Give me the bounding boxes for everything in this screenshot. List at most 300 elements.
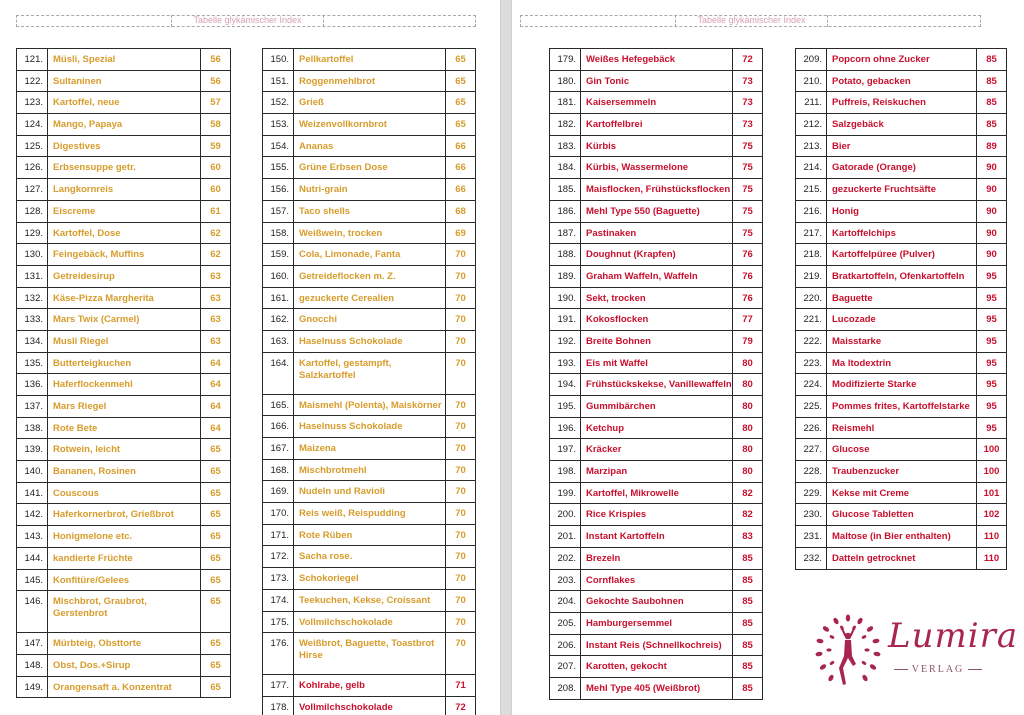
row-number: 139.	[17, 439, 48, 461]
table-row	[263, 438, 476, 460]
gi-value: 65	[201, 439, 231, 461]
row-number: 187.	[550, 222, 581, 244]
food-name: Glucose	[827, 439, 977, 461]
gi-value: 75	[733, 135, 763, 157]
row-number: 156.	[263, 179, 294, 201]
table-row	[796, 417, 1007, 439]
food-name: Kartoffel, Dose	[48, 222, 201, 244]
row-number: 201.	[550, 526, 581, 548]
table-row	[263, 524, 476, 546]
gi-value: 63	[201, 265, 231, 287]
food-name: Kartoffelchips	[827, 222, 977, 244]
gi-value: 64	[201, 374, 231, 396]
row-number: 127.	[17, 179, 48, 201]
food-name: Weißes Hefegebäck	[581, 49, 733, 71]
row-number: 180.	[550, 70, 581, 92]
row-number: 157.	[263, 200, 294, 222]
row-number: 153.	[263, 114, 294, 136]
table-row	[796, 179, 1007, 201]
gi-value: 77	[733, 309, 763, 331]
gi-value: 66	[446, 179, 476, 201]
row-number: 171.	[263, 524, 294, 546]
gi-value: 58	[201, 114, 231, 136]
row-number: 136.	[17, 374, 48, 396]
food-name: Gnocchi	[294, 309, 446, 331]
table-row	[550, 396, 763, 418]
row-number: 213.	[796, 135, 827, 157]
food-name: Breite Bohnen	[581, 330, 733, 352]
food-name: gezuckerte Cerealien	[294, 287, 446, 309]
table-row	[17, 309, 231, 331]
row-number: 172.	[263, 546, 294, 568]
table-row	[17, 547, 231, 569]
gi-value: 70	[446, 309, 476, 331]
table-row	[263, 157, 476, 179]
food-name: Rote Rüben	[294, 524, 446, 546]
gi-value: 62	[201, 244, 231, 266]
gi-value: 65	[201, 547, 231, 569]
gi-value: 70	[446, 438, 476, 460]
gi-value: 85	[733, 612, 763, 634]
table-row	[263, 135, 476, 157]
gi-value: 80	[733, 417, 763, 439]
table-row	[263, 416, 476, 438]
gi-value: 70	[446, 546, 476, 568]
table-row	[263, 481, 476, 503]
gi-value: 65	[201, 654, 231, 676]
row-number: 218.	[796, 244, 827, 266]
food-name: Salzgebäck	[827, 114, 977, 136]
table-row	[263, 244, 476, 266]
gi-value: 66	[446, 135, 476, 157]
gi-value: 75	[733, 200, 763, 222]
gi-value: 85	[977, 70, 1007, 92]
gi-value: 63	[201, 287, 231, 309]
gi-value: 70	[446, 633, 476, 675]
table-row	[17, 439, 231, 461]
food-name: Eiscreme	[48, 200, 201, 222]
food-name: Pellkartoffel	[294, 49, 446, 71]
food-name: Grieß	[294, 92, 446, 114]
row-number: 226.	[796, 417, 827, 439]
gi-value: 85	[977, 114, 1007, 136]
food-name: Doughnut (Krapfen)	[581, 244, 733, 266]
gi-value: 90	[977, 200, 1007, 222]
gi-value: 95	[977, 287, 1007, 309]
food-name: Rote Bete	[48, 417, 201, 439]
row-number: 174.	[263, 589, 294, 611]
gi-value: 110	[977, 547, 1007, 569]
food-name: Weizenvollkornbrot	[294, 114, 446, 136]
table-row	[550, 265, 763, 287]
row-number: 193.	[550, 352, 581, 374]
gi-value: 62	[201, 222, 231, 244]
table-row	[263, 49, 476, 71]
food-name: Kekse mit Creme	[827, 482, 977, 504]
table-row	[796, 547, 1007, 569]
gi-value: 76	[733, 287, 763, 309]
food-name: Gekochte Saubohnen	[581, 591, 733, 613]
row-number: 150.	[263, 49, 294, 71]
table-row	[550, 287, 763, 309]
food-name: Reismehl	[827, 417, 977, 439]
food-name: Marzipan	[581, 461, 733, 483]
row-number: 137.	[17, 396, 48, 418]
food-name: Kartoffelbrei	[581, 114, 733, 136]
header-title: Tabelle glykämischer Index	[171, 15, 324, 27]
food-name: Hamburgersemmel	[581, 612, 733, 634]
table-row	[796, 374, 1007, 396]
table-row	[263, 179, 476, 201]
gi-value: 70	[446, 459, 476, 481]
food-name: Kartoffel, neue	[48, 92, 201, 114]
gi-value: 70	[446, 524, 476, 546]
food-name: Maizena	[294, 438, 446, 460]
food-name: gezuckerte Fruchtsäfte	[827, 179, 977, 201]
table-row	[263, 92, 476, 114]
table-row	[796, 244, 1007, 266]
table-row	[17, 92, 231, 114]
table-row	[263, 546, 476, 568]
row-number: 166.	[263, 416, 294, 438]
table-row	[17, 569, 231, 591]
row-number: 192.	[550, 330, 581, 352]
food-name: Mehl Type 405 (Weißbrot)	[581, 677, 733, 699]
food-name: Couscous	[48, 482, 201, 504]
gi-value: 70	[446, 503, 476, 525]
gi-value: 95	[977, 352, 1007, 374]
row-number: 200.	[550, 504, 581, 526]
row-number: 123.	[17, 92, 48, 114]
row-number: 197.	[550, 439, 581, 461]
food-name: Mischbrot, Graubrot, Gerstenbrot	[48, 591, 201, 633]
table-row	[263, 568, 476, 590]
gi-value: 73	[733, 70, 763, 92]
table-row	[550, 49, 763, 71]
table-row	[550, 244, 763, 266]
table-row	[550, 591, 763, 613]
table-row	[550, 114, 763, 136]
table-row	[550, 612, 763, 634]
row-number: 126.	[17, 157, 48, 179]
gi-value: 72	[446, 696, 476, 715]
gi-value: 85	[733, 547, 763, 569]
row-number: 224.	[796, 374, 827, 396]
table-row	[796, 70, 1007, 92]
food-name: Traubenzucker	[827, 461, 977, 483]
table-row	[263, 611, 476, 633]
table-row	[550, 222, 763, 244]
row-number: 203.	[550, 569, 581, 591]
row-number: 195.	[550, 396, 581, 418]
food-name: Weißbrot, Baguette, Toastbrot Hirse	[294, 633, 446, 675]
gi-value: 75	[733, 179, 763, 201]
table-row	[550, 179, 763, 201]
row-number: 210.	[796, 70, 827, 92]
food-name: Erbsensuppe getr.	[48, 157, 201, 179]
food-name: Pommes frites, Kartoffelstarke	[827, 396, 977, 418]
food-name: Gummibärchen	[581, 396, 733, 418]
gi-value: 65	[201, 569, 231, 591]
food-name: Haferkornerbrot, Grießbrot	[48, 504, 201, 526]
gi-value: 65	[446, 114, 476, 136]
table-row	[796, 114, 1007, 136]
table-row	[550, 135, 763, 157]
row-number: 176.	[263, 633, 294, 675]
row-number: 160.	[263, 265, 294, 287]
logo-wordmark: Lumira	[888, 616, 1019, 656]
row-number: 155.	[263, 157, 294, 179]
gi-table-1	[16, 48, 231, 698]
gi-value: 82	[733, 504, 763, 526]
food-name: Datteln getrocknet	[827, 547, 977, 569]
food-name: Teekuchen, Kekse, Croissant	[294, 589, 446, 611]
table-row	[263, 589, 476, 611]
gi-value: 70	[446, 265, 476, 287]
table-row	[550, 526, 763, 548]
gi-value: 65	[201, 526, 231, 548]
food-name: Maisstarke	[827, 330, 977, 352]
food-name: Musli Riegel	[48, 330, 201, 352]
row-number: 122.	[17, 70, 48, 92]
food-name: Baguette	[827, 287, 977, 309]
gi-value: 65	[201, 633, 231, 655]
row-number: 170.	[263, 503, 294, 525]
food-name: Weißwein, trocken	[294, 222, 446, 244]
row-number: 135.	[17, 352, 48, 374]
row-number: 165.	[263, 394, 294, 416]
food-name: Mehl Type 550 (Baguette)	[581, 200, 733, 222]
table-row	[263, 200, 476, 222]
row-number: 186.	[550, 200, 581, 222]
row-number: 163.	[263, 330, 294, 352]
row-number: 161.	[263, 287, 294, 309]
table-row	[17, 504, 231, 526]
logo-subtitle: VERLAG	[888, 664, 988, 675]
row-number: 125.	[17, 135, 48, 157]
gi-value: 95	[977, 265, 1007, 287]
gi-value: 61	[201, 200, 231, 222]
food-name: Butterteigkuchen	[48, 352, 201, 374]
table-row	[796, 396, 1007, 418]
row-number: 134.	[17, 330, 48, 352]
gi-value: 56	[201, 49, 231, 71]
row-number: 131.	[17, 265, 48, 287]
table-row	[17, 179, 231, 201]
food-name: Konfitüre/Gelees	[48, 569, 201, 591]
row-number: 128.	[17, 200, 48, 222]
table-row	[550, 309, 763, 331]
table-row	[550, 352, 763, 374]
gi-value: 60	[201, 179, 231, 201]
table-row	[17, 352, 231, 374]
table-row	[17, 157, 231, 179]
gi-value: 95	[977, 309, 1007, 331]
gi-value: 57	[201, 92, 231, 114]
gi-value: 90	[977, 157, 1007, 179]
row-number: 230.	[796, 504, 827, 526]
food-name: Grüne Erbsen Dose	[294, 157, 446, 179]
row-number: 220.	[796, 287, 827, 309]
table-row	[263, 70, 476, 92]
row-number: 143.	[17, 526, 48, 548]
gi-value: 73	[733, 92, 763, 114]
gi-value: 65	[201, 482, 231, 504]
food-name: Maismehl (Polenta), Maiskörner	[294, 394, 446, 416]
gi-value: 90	[977, 179, 1007, 201]
food-name: Sekt, trocken	[581, 287, 733, 309]
gi-value: 95	[977, 330, 1007, 352]
row-number: 167.	[263, 438, 294, 460]
row-number: 178.	[263, 696, 294, 715]
row-number: 183.	[550, 135, 581, 157]
table-row	[796, 287, 1007, 309]
table-row	[263, 459, 476, 481]
gi-value: 80	[733, 352, 763, 374]
row-number: 198.	[550, 461, 581, 483]
food-name: Nutri-grain	[294, 179, 446, 201]
food-name: Puffreis, Reiskuchen	[827, 92, 977, 114]
row-number: 168.	[263, 459, 294, 481]
food-name: Obst, Dos.+Sirup	[48, 654, 201, 676]
table-row	[550, 200, 763, 222]
food-name: Instant Reis (Schnellkochreis)	[581, 634, 733, 656]
row-number: 215.	[796, 179, 827, 201]
food-name: Kartoffelpüree (Pulver)	[827, 244, 977, 266]
table-row	[17, 482, 231, 504]
gi-value: 63	[201, 330, 231, 352]
gi-value: 70	[446, 244, 476, 266]
food-name: Mango, Papaya	[48, 114, 201, 136]
food-name: Bratkartoffeln, Ofenkartoffeln	[827, 265, 977, 287]
row-number: 208.	[550, 677, 581, 699]
food-name: Käse-Pizza Margherita	[48, 287, 201, 309]
gi-value: 95	[977, 396, 1007, 418]
table-row	[17, 633, 231, 655]
row-number: 219.	[796, 265, 827, 287]
food-name: Maisflocken, Frühstücksflocken	[581, 179, 733, 201]
row-number: 152.	[263, 92, 294, 114]
gi-value: 65	[201, 504, 231, 526]
table-row	[17, 654, 231, 676]
row-number: 223.	[796, 352, 827, 374]
row-number: 130.	[17, 244, 48, 266]
food-name: Bananen, Rosinen	[48, 461, 201, 483]
gi-value: 76	[733, 244, 763, 266]
table-row	[17, 417, 231, 439]
food-name: Kartoffel, gestampft, Salzkartoffel	[294, 352, 446, 394]
table-row	[263, 114, 476, 136]
food-name: Karotten, gekocht	[581, 656, 733, 678]
food-name: Schokoriegel	[294, 568, 446, 590]
table-row	[796, 526, 1007, 548]
row-number: 211.	[796, 92, 827, 114]
row-number: 164.	[263, 352, 294, 394]
gi-value: 70	[446, 611, 476, 633]
row-number: 141.	[17, 482, 48, 504]
table-row	[550, 70, 763, 92]
table-row	[550, 157, 763, 179]
food-name: Cornflakes	[581, 569, 733, 591]
page-gutter	[500, 0, 512, 715]
row-number: 154.	[263, 135, 294, 157]
food-name: Pastinaken	[581, 222, 733, 244]
food-name: Frühstückskekse, Vanillewaffeln	[581, 374, 733, 396]
gi-value: 64	[201, 396, 231, 418]
food-name: Honig	[827, 200, 977, 222]
gi-value: 65	[201, 676, 231, 698]
row-number: 169.	[263, 481, 294, 503]
gi-value: 70	[446, 568, 476, 590]
table-row	[17, 591, 231, 633]
table-row	[550, 634, 763, 656]
gi-value: 75	[733, 222, 763, 244]
header-frame	[16, 15, 476, 27]
row-number: 209.	[796, 49, 827, 71]
gi-value: 100	[977, 461, 1007, 483]
table-row	[796, 352, 1007, 374]
table-row	[263, 222, 476, 244]
table-row	[263, 675, 476, 697]
food-name: Langkornreis	[48, 179, 201, 201]
row-number: 190.	[550, 287, 581, 309]
table-row	[17, 200, 231, 222]
row-number: 179.	[550, 49, 581, 71]
gi-value: 64	[201, 417, 231, 439]
row-number: 207.	[550, 656, 581, 678]
food-name: Glucose Tabletten	[827, 504, 977, 526]
row-number: 181.	[550, 92, 581, 114]
gi-value: 100	[977, 439, 1007, 461]
row-number: 129.	[17, 222, 48, 244]
row-number: 216.	[796, 200, 827, 222]
table-row	[263, 352, 476, 394]
row-number: 121.	[17, 49, 48, 71]
gi-value: 65	[446, 49, 476, 71]
header-frame	[520, 15, 981, 27]
row-number: 138.	[17, 417, 48, 439]
food-name: Modifizierte Starke	[827, 374, 977, 396]
gi-value: 90	[977, 244, 1007, 266]
food-name: Mischbrotmehl	[294, 459, 446, 481]
food-name: Kaisersemmeln	[581, 92, 733, 114]
food-name: Roggenmehlbrot	[294, 70, 446, 92]
gi-value: 70	[446, 394, 476, 416]
row-number: 225.	[796, 396, 827, 418]
food-name: Sultaninen	[48, 70, 201, 92]
food-name: Kohlrabe, gelb	[294, 675, 446, 697]
food-name: Kokosflocken	[581, 309, 733, 331]
table-row	[796, 222, 1007, 244]
food-name: Mars Riegel	[48, 396, 201, 418]
food-name: Vollmilchschokolade	[294, 696, 446, 715]
gi-value: 76	[733, 265, 763, 287]
table-row	[796, 330, 1007, 352]
gi-value: 69	[446, 222, 476, 244]
table-row	[550, 374, 763, 396]
food-name: Nudeln und Ravioli	[294, 481, 446, 503]
food-name: Feingebäck, Muffins	[48, 244, 201, 266]
gi-value: 66	[446, 157, 476, 179]
gi-value: 85	[733, 569, 763, 591]
gi-value: 70	[446, 287, 476, 309]
food-name: Digestives	[48, 135, 201, 157]
table-row	[796, 265, 1007, 287]
table-row	[796, 135, 1007, 157]
row-number: 202.	[550, 547, 581, 569]
food-name: Kürbis, Wassermelone	[581, 157, 733, 179]
gi-table-3	[549, 48, 763, 700]
